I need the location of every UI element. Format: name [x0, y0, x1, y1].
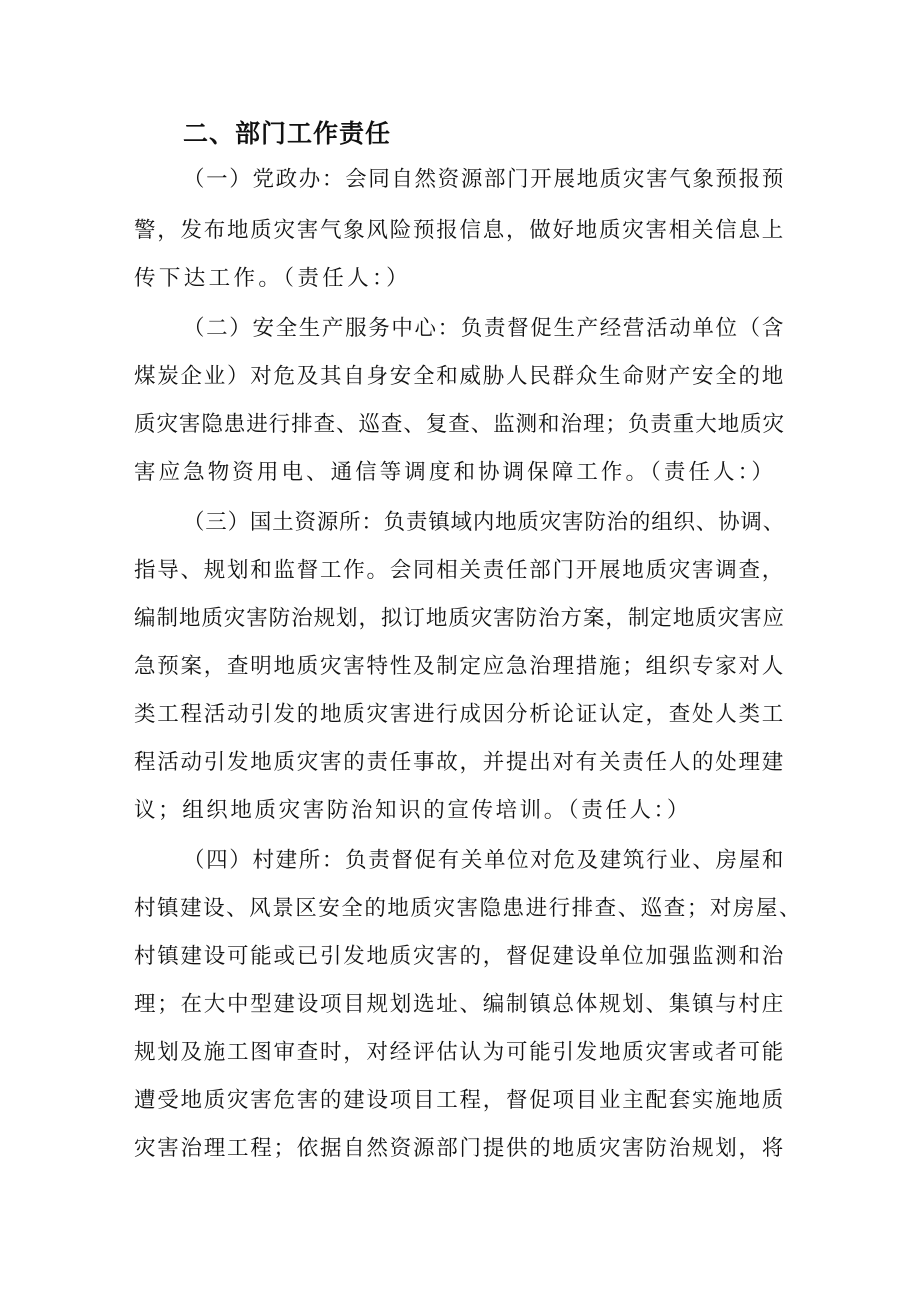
text-line: 程活动引发地质灾害的责任事故，并提出对有关责任人的处理建 [134, 750, 785, 775]
text-line: 指导、规划和监督工作。会同相关责任部门开展地质灾害调查， [134, 558, 785, 583]
text-line: （二）安全生产服务中心：负责督促生产经营活动单位（含 [183, 316, 785, 341]
text-line: 类工程活动引发的地质灾害进行成因分析论证认定，查处人类工 [134, 702, 785, 727]
text-line: （一）党政办：会同自然资源部门开展地质灾害气象预报预 [183, 167, 785, 192]
section-heading: 二、部门工作责任 [183, 119, 392, 148]
text-line: 害应急物资用电、通信等调度和协调保障工作。（责任人：） [134, 460, 776, 485]
text-line: 村镇建设、风景区安全的地质灾害隐患进行排查、巡查；对房屋、 [134, 896, 802, 921]
text-line: 质灾害隐患进行排查、巡查、复查、监测和治理；负责重大地质灾 [134, 412, 785, 437]
text-line: 编制地质灾害防治规划，拟订地质灾害防治方案，制定地质灾害应 [134, 606, 785, 631]
text-line: （四）村建所：负责督促有关单位对危及建筑行业、房屋和 [183, 848, 785, 873]
text-line: 警，发布地质灾害气象风险预报信息，做好地质灾害相关信息上 [134, 218, 785, 243]
text-line: 规划及施工图审查时，对经评估认为可能引发地质灾害或者可能 [134, 1040, 785, 1065]
text-line: 灾害治理工程；依据自然资源部门提供的地质灾害防治规划，将 [134, 1136, 785, 1161]
text-line: （三）国土资源所：负责镇域内地质灾害防治的组织、协调、 [183, 510, 785, 535]
text-line: 急预案，查明地质灾害特性及制定应急治理措施；组织专家对人 [134, 654, 785, 679]
text-line: 遭受地质灾害危害的建设项目工程，督促项目业主配套实施地质 [134, 1088, 785, 1113]
text-line: 村镇建设可能或已引发地质灾害的，督促建设单位加强监测和治 [134, 944, 785, 969]
text-line: 传下达工作。（责任人：） [134, 266, 411, 291]
text-line: 煤炭企业）对危及其自身安全和威胁人民群众生命财产安全的地 [134, 364, 785, 389]
text-line: 理；在大中型建设项目规划选址、编制镇总体规划、集镇与村庄 [134, 992, 785, 1017]
text-line: 议；组织地质灾害防治知识的宣传培训。（责任人：） [134, 798, 691, 823]
